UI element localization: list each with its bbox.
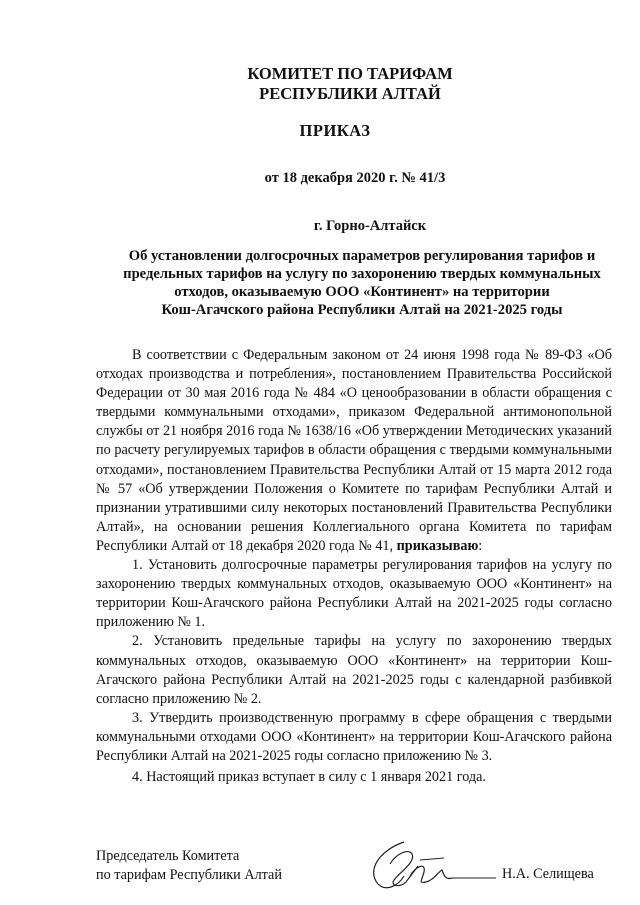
position-line-1: Председатель Комитета <box>96 848 240 864</box>
org-line-1: КОМИТЕТ ПО ТАРИФАМ <box>247 64 453 83</box>
position-line-2: по тарифам Республики Алтай <box>96 867 282 883</box>
handwritten-signature <box>360 836 500 898</box>
order-item-4: 4. Настоящий приказ вступает в силу с 1 января 2021 года. <box>132 769 486 786</box>
title-line-4: Кош-Агачского района Республики Алтай на 2021-2025 годы <box>161 302 563 318</box>
document-type: ПРИКАЗ <box>299 121 371 140</box>
title-line-1: Об установлении долгосрочных параметров регулирования тарифов и <box>128 248 596 264</box>
order-item-3: 3. Утвердить производственную программу в сфере обращения с твердыми коммунальными отходами ООО «Континент» на территории Кош-Агачского района Республики Алтай на 2021-2025 годы согласно приложению № 3. <box>96 709 612 764</box>
order-item-1: 1. Установить долгосрочные параметры регулирования тарифов на услугу по захоронению твердых коммунальных отходов, оказываемую ООО «Континент» на территории Кош-Агачского района Республики Алтай на 2021-2025 годы согласно приложению № 1. <box>96 557 612 631</box>
preamble-text: В соответствии с Федеральным законом от 24 июня 1998 года № 89-ФЗ «Об отходах производства и потребления», постановлением Правительства Российской Федерации от 30 мая 2016 года № 484 «О ценообразовании в области обращения с твердыми коммунальными отходами», приказом Федеральной антимонопольной службы от 21 ноября 2016 года № 1638/16 «Об утверждении Методических указаний по расчету регулируемых тарифов в области обращения с твердыми коммунальными отходами», постановлением Правительства Республики Алтай от 15 марта 2012 года № 57 «Об утверждении Положения о Комитете по тарифам Республики Алтай и признании утратившими силу некоторых постановлений Правительства Республики Алтай», на основании решения Коллегиального органа Комитета по тарифам Республики Алтай от 18 декабря 2020 года № 41, <box>96 347 612 554</box>
order-colon: : <box>478 537 483 554</box>
order-word: приказываю <box>396 537 479 554</box>
preamble-paragraph <box>96 346 612 556</box>
document-date-number: от 18 декабря 2020 г. № 41/3 <box>264 170 446 186</box>
org-line-2: РЕСПУБЛИКИ АЛТАЙ <box>259 84 441 103</box>
document-title <box>98 247 626 319</box>
order-item-2: 2. Установить предельные тарифы на услугу по захоронению твердых коммунальных отходов, оказываемую ООО «Континент» на территории Кош-Агачского района Республики Алтай на 2021-2025 годы с календарной разбивкой согласно приложению № 2. <box>96 633 612 707</box>
document-city: г. Горно-Алтайск <box>313 218 427 234</box>
title-line-2: предельных тарифов на услугу по захоронению твердых коммунальных <box>123 266 601 282</box>
signatory-name: Н.А. Селищева <box>502 866 594 882</box>
signatory-position <box>96 847 282 885</box>
issuing-organization <box>60 64 640 104</box>
title-line-3: отходов, оказываемую ООО «Континент» на территории <box>174 284 550 300</box>
document-body <box>96 346 612 787</box>
